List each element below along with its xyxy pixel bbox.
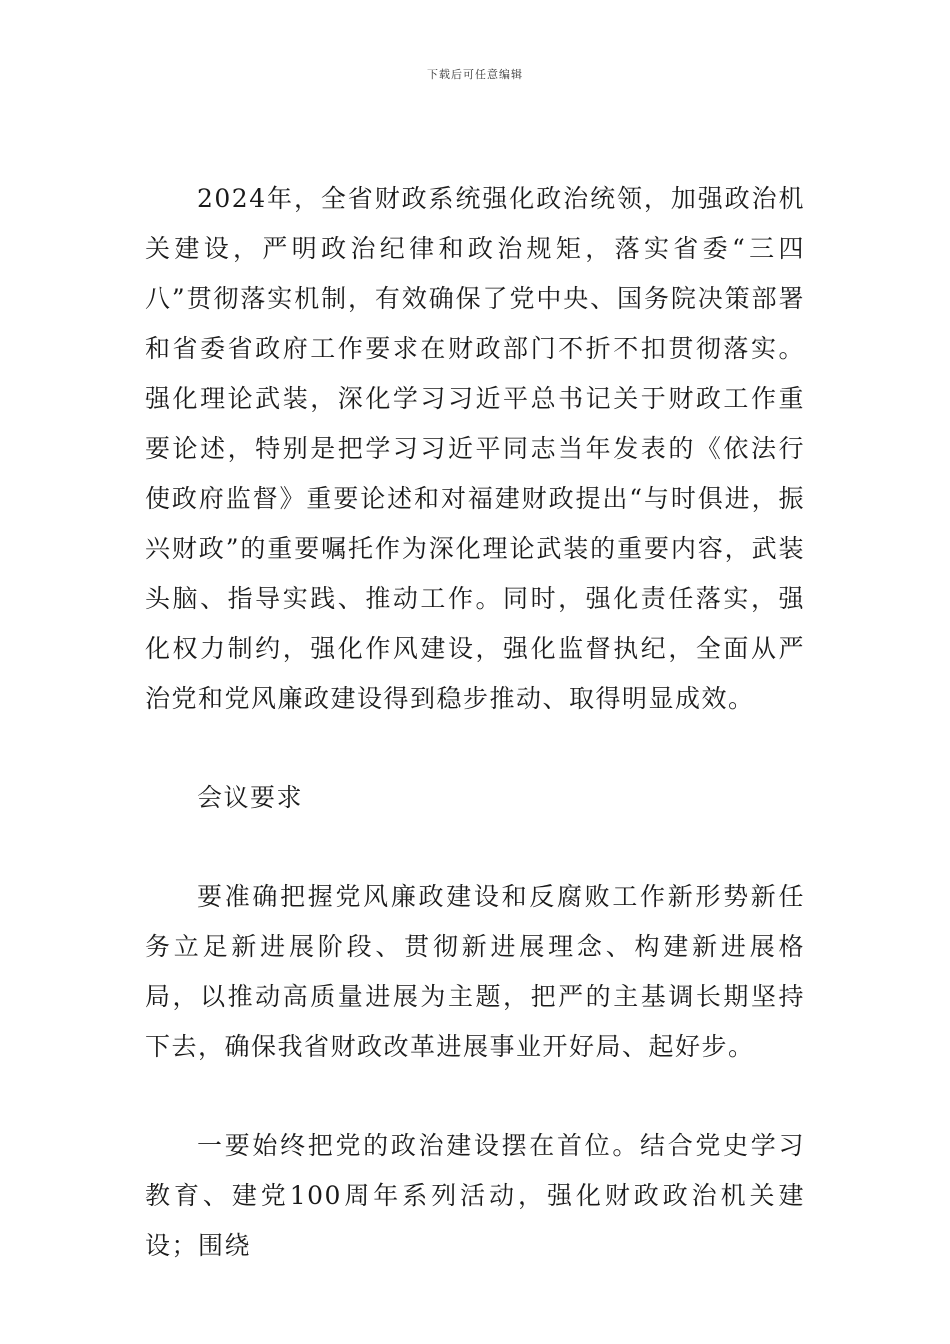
section-heading-meeting-requirements: 会议要求 <box>197 783 304 812</box>
paragraph-requirements: 要准确把握党风廉政建设和反腐败工作新形势新任务立足新进展阶段、贯彻新进展理念、构建新进展格局，以推动高质量进展为主题，把严的主基调长期坚持下去，确保我省财政改革进展事业开好局、起好步。 <box>145 882 805 1061</box>
paragraph-summary: 2024年，全省财政系统强化政治统领，加强政治机关建设，严明政治纪律和政治规矩，落实省委“三四八”贯彻落实机制，有效确保了党中央、国务院决策部署和省委省政府工作要求在财政部门不折不扣贯彻落实。强化理论武装，深化学习习近平总书记关于财政工作重要论述，特别是把学习习近平同志当年发表的《依法行使政府监督》重要论述和对福建财政提出“与时俱进，振兴财政”的重要嘱托作为深化理论武装的重要内容，武装头脑、指导实践、推动工作。同时，强化责任落实，强化权力制约，强化作风建设，强化监督执纪，全面从严治党和党风廉政建设得到稳步推动、取得明显成效。 <box>145 184 805 713</box>
header-note: 下载后可任意编辑 <box>427 68 523 81</box>
paragraph-first-point: 一要始终把党的政治建设摆在首位。结合党史学习教育、建党100周年系列活动，强化财政政治机关建设；围绕 <box>145 1131 805 1260</box>
document-body <box>145 174 805 1271</box>
